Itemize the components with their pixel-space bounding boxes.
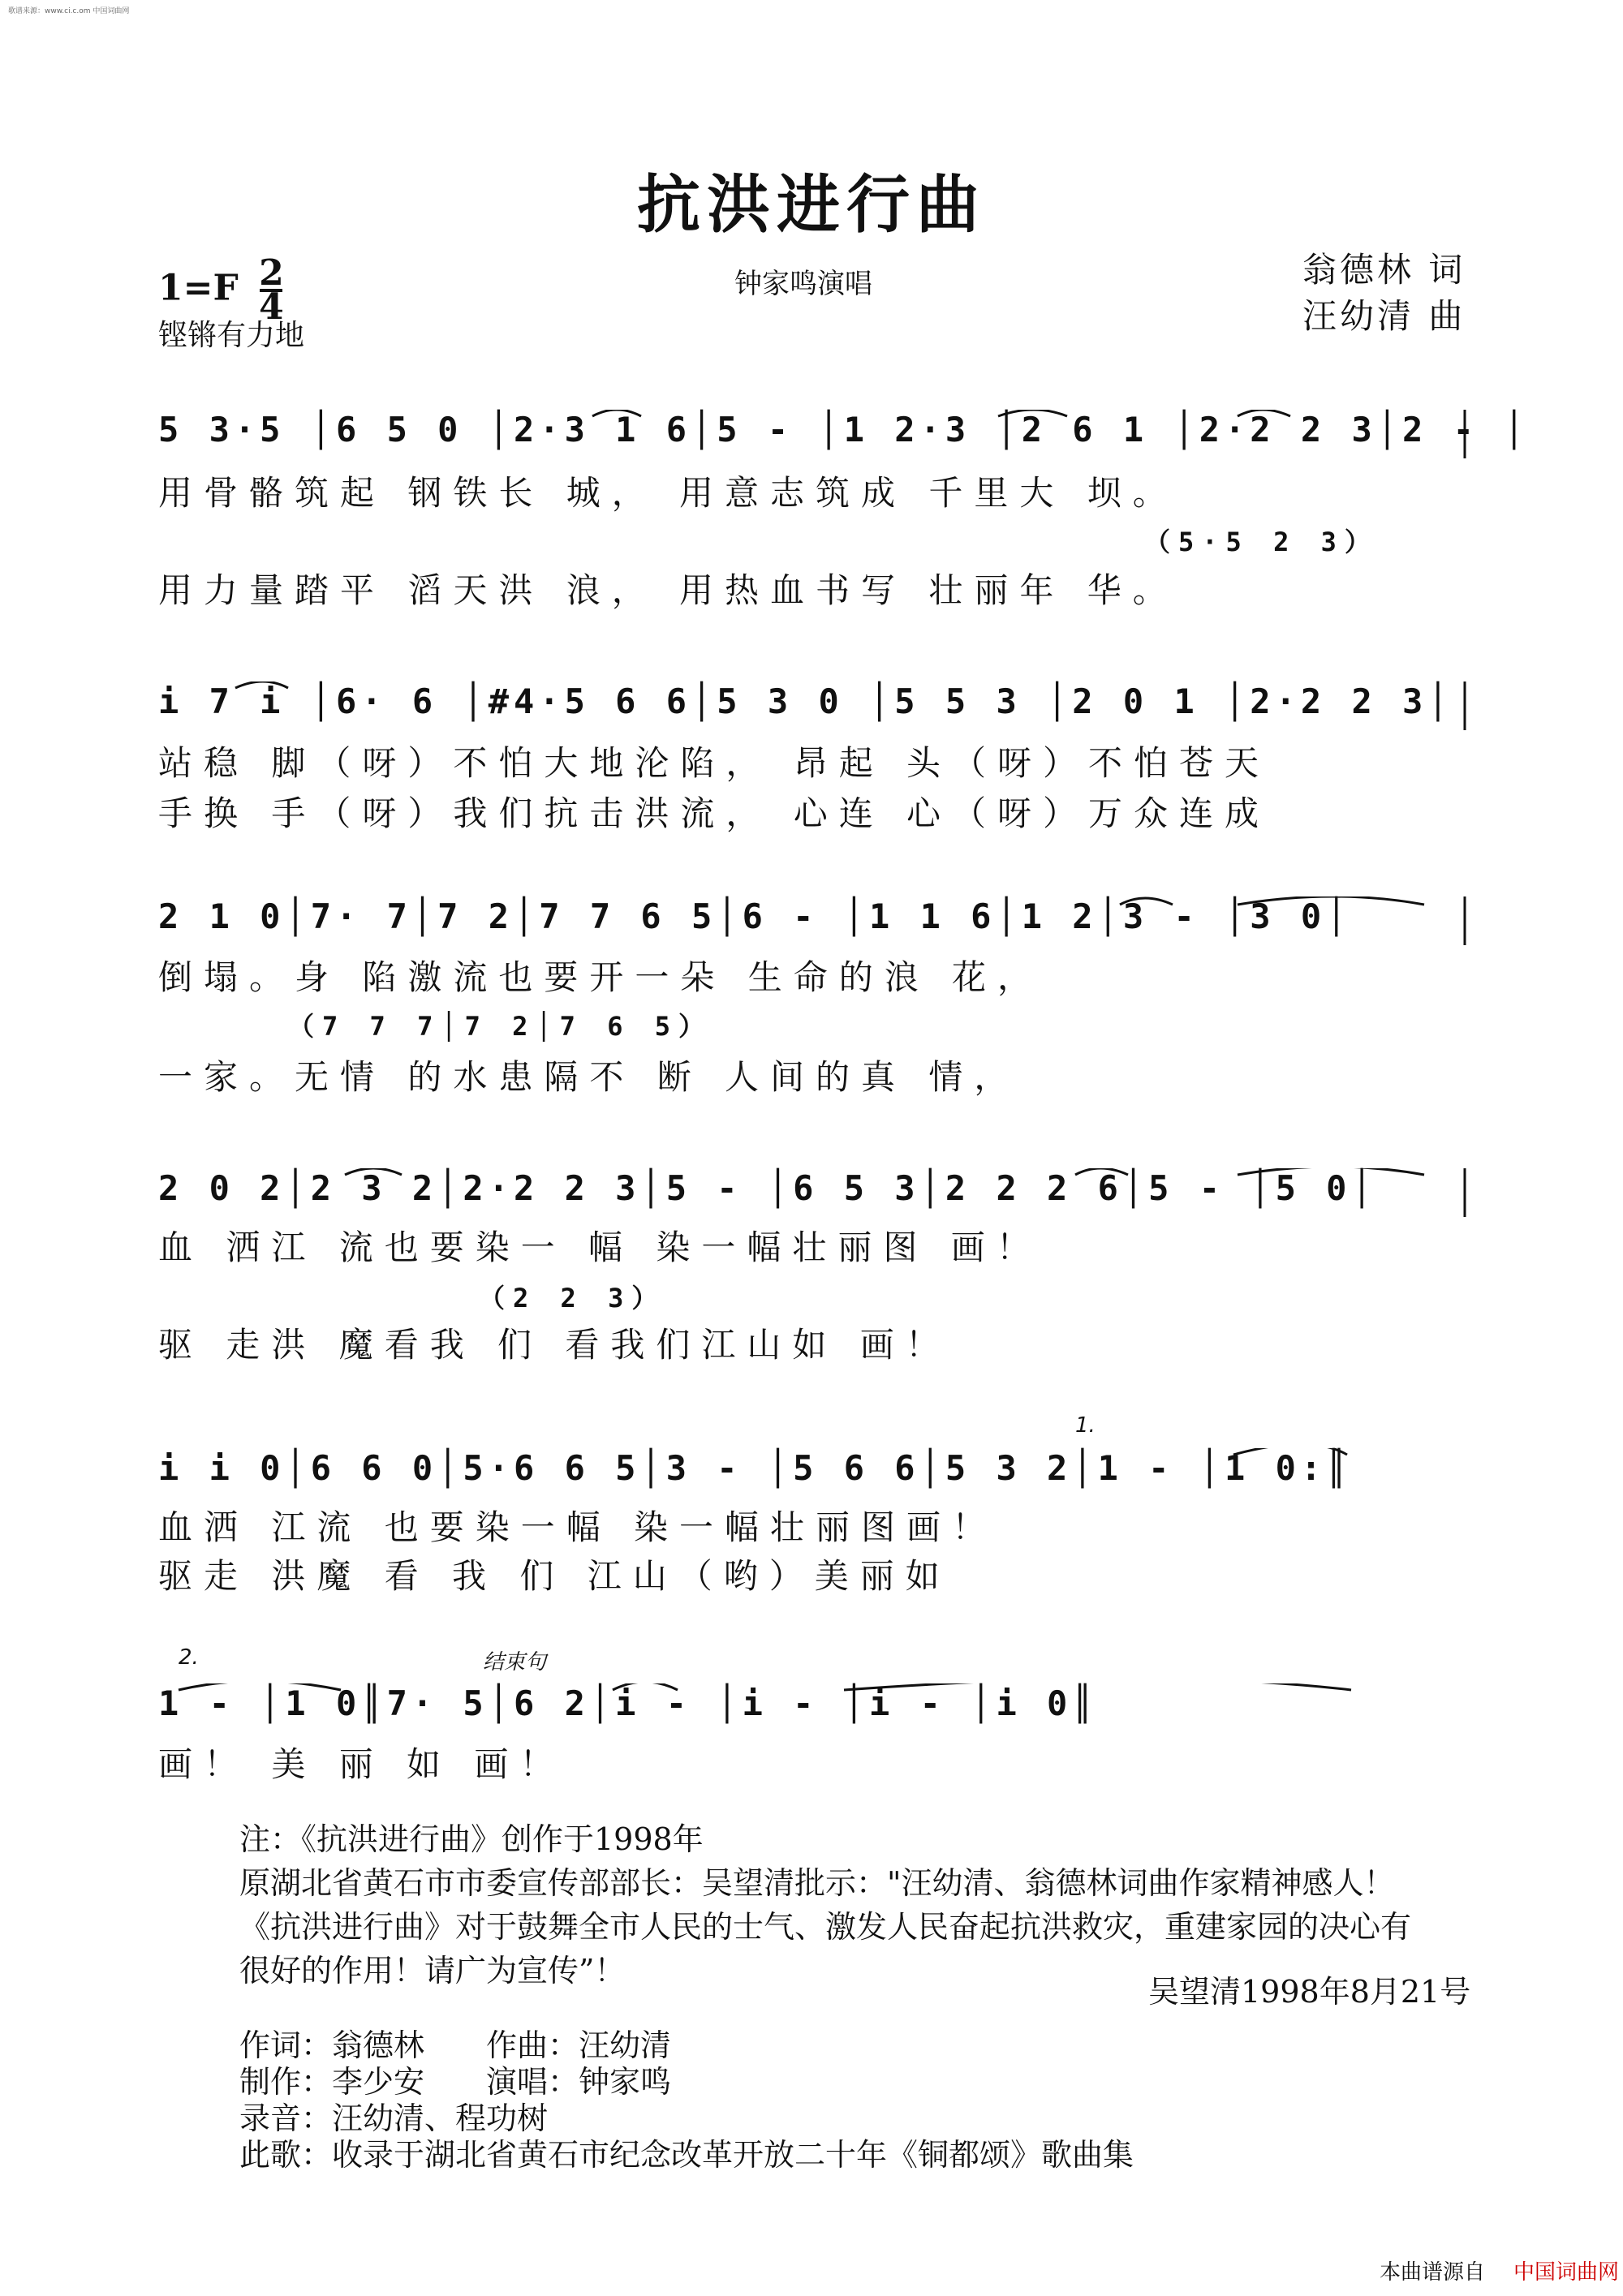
song-title: 抗洪进行曲 <box>636 168 986 242</box>
header-source-text: 歌谱来源：www.ci.c.om 中国词曲网 <box>8 7 130 15</box>
first-ending-mark: 1. <box>1075 1413 1096 1438</box>
composer-credit: 汪幼清 曲 <box>1302 296 1466 336</box>
time-numerator: 2 <box>259 252 284 294</box>
second-ending-mark: 2. <box>179 1645 199 1670</box>
note-line-3: 《抗洪进行曲》对于鼓舞全市人民的士气、激发人民奋起抗洪救灾，重建家园的决心有 <box>239 1909 1412 1945</box>
info-line-2: 制作：李少安 演唱：钟家鸣 <box>239 2064 672 2100</box>
notes-row: 1 - │1 0║7· 5│6 2│i - │i - │i - │i 0║ <box>158 1683 1098 1723</box>
lyric-verse-2: 驱走 洪魔 看 我 们 江山（哟）美丽如 <box>158 1556 951 1596</box>
key-label: 1=F <box>158 267 239 309</box>
lyric-verse-1: 血 洒江 流也要染一 幅 染一幅壮丽图 画！ <box>158 1228 1042 1267</box>
coda-label: 结束句 <box>483 1650 547 1675</box>
info-line-3: 录音：汪幼清、程功树 <box>239 2100 549 2136</box>
lyric-verse-1: 血洒 江流 也要染一幅 染一幅壮丽图画！ <box>158 1507 998 1547</box>
notes-row: i i 0│6 6 0│5·6 6 5│3 - │5 6 6│5 3 2│1 - │1 0:║ <box>158 1448 1352 1488</box>
signature-date: 吴望清1998年8月21号 <box>1148 1974 1471 2010</box>
notes-row: 5 3·5 │6 5 0 │2·3 1 6│5 - │1 2·3 │2 6 1 │2·2 2 3│2 - │ <box>158 410 1530 449</box>
notes-row: 2 1 0│7· 7│7 2│7 7 6 5│6 - │1 1 6│1 2│3 - │3 0│ <box>158 896 1352 936</box>
notes-row: i 7 i │6· 6 │#4·5 6 6│5 3 0 │5 5 3 │2 0 1 │2·2 2 3│ <box>158 681 1453 721</box>
slur-marks <box>158 410 1473 475</box>
score-line-1 <box>158 410 1530 475</box>
note-line-4: 很好的作用！请广为宣传”！ <box>239 1953 626 1989</box>
alt-notes: （7 7 7│7 2│7 6 5） <box>288 1011 712 1042</box>
info-line-1: 作词：翁德林 作曲：汪幼清 <box>239 2027 672 2063</box>
footer-source-label: 本曲谱源自 <box>1380 2260 1486 2285</box>
lyric-verse-1: 画！ 美 丽 如 画！ <box>158 1744 566 1784</box>
time-denominator: 4 <box>259 286 284 328</box>
lyric-verse-2: 手换 手（呀）我们抗击洪流， 心连 心（呀）万众连成 <box>158 793 1271 833</box>
lyric-verse-2: 用力量踏平 滔天洪 浪， 用热血书写 壮丽年 华。 <box>158 570 1178 610</box>
lyric-verse-1: 站稳 脚（呀）不怕大地沦陷， 昂起 头（呀）不怕苍天 <box>158 743 1271 783</box>
footer-site-link[interactable]: 中国词曲网 <box>1513 2260 1620 2285</box>
lyric-verse-2: 驱 走洪 魔看我 们 看我们江山如 画！ <box>158 1325 951 1365</box>
lyricist-credit: 翁德林 词 <box>1302 250 1466 290</box>
notes-row: 2 0 2│2 3 2│2·2 2 3│5 - │6 5 3│2 2 2 6│5 - │5 0│ <box>158 1168 1377 1208</box>
singer-credit: 钟家鸣演唱 <box>734 268 872 300</box>
note-line-2: 原湖北省黄石市市委宣传部部长：吴望清批示："汪幼清、翁德林词曲作家精神感人！ <box>239 1865 1395 1901</box>
alt-notes: （2 2 3） <box>479 1283 666 1314</box>
lyric-verse-1: 用骨骼筑起 钢铁长 城， 用意志筑成 千里大 坝。 <box>158 473 1178 513</box>
lyric-verse-2: 一家。无情 的水患隔不 断 人间的真 情， <box>158 1057 1020 1097</box>
note-line-1: 注：《抗洪进行曲》创作于1998年 <box>239 1821 704 1857</box>
alt-notes: （5·5 2 3） <box>1144 527 1379 557</box>
tempo-marking: 铿锵有力地 <box>158 319 305 352</box>
info-line-4: 此歌：收录于湖北省黄石市纪念改革开放二十年《铜都颂》歌曲集 <box>239 2137 1134 2173</box>
lyric-verse-1: 倒塌。身 陷激流也要开一朵 生命的浪 花， <box>158 957 1044 997</box>
